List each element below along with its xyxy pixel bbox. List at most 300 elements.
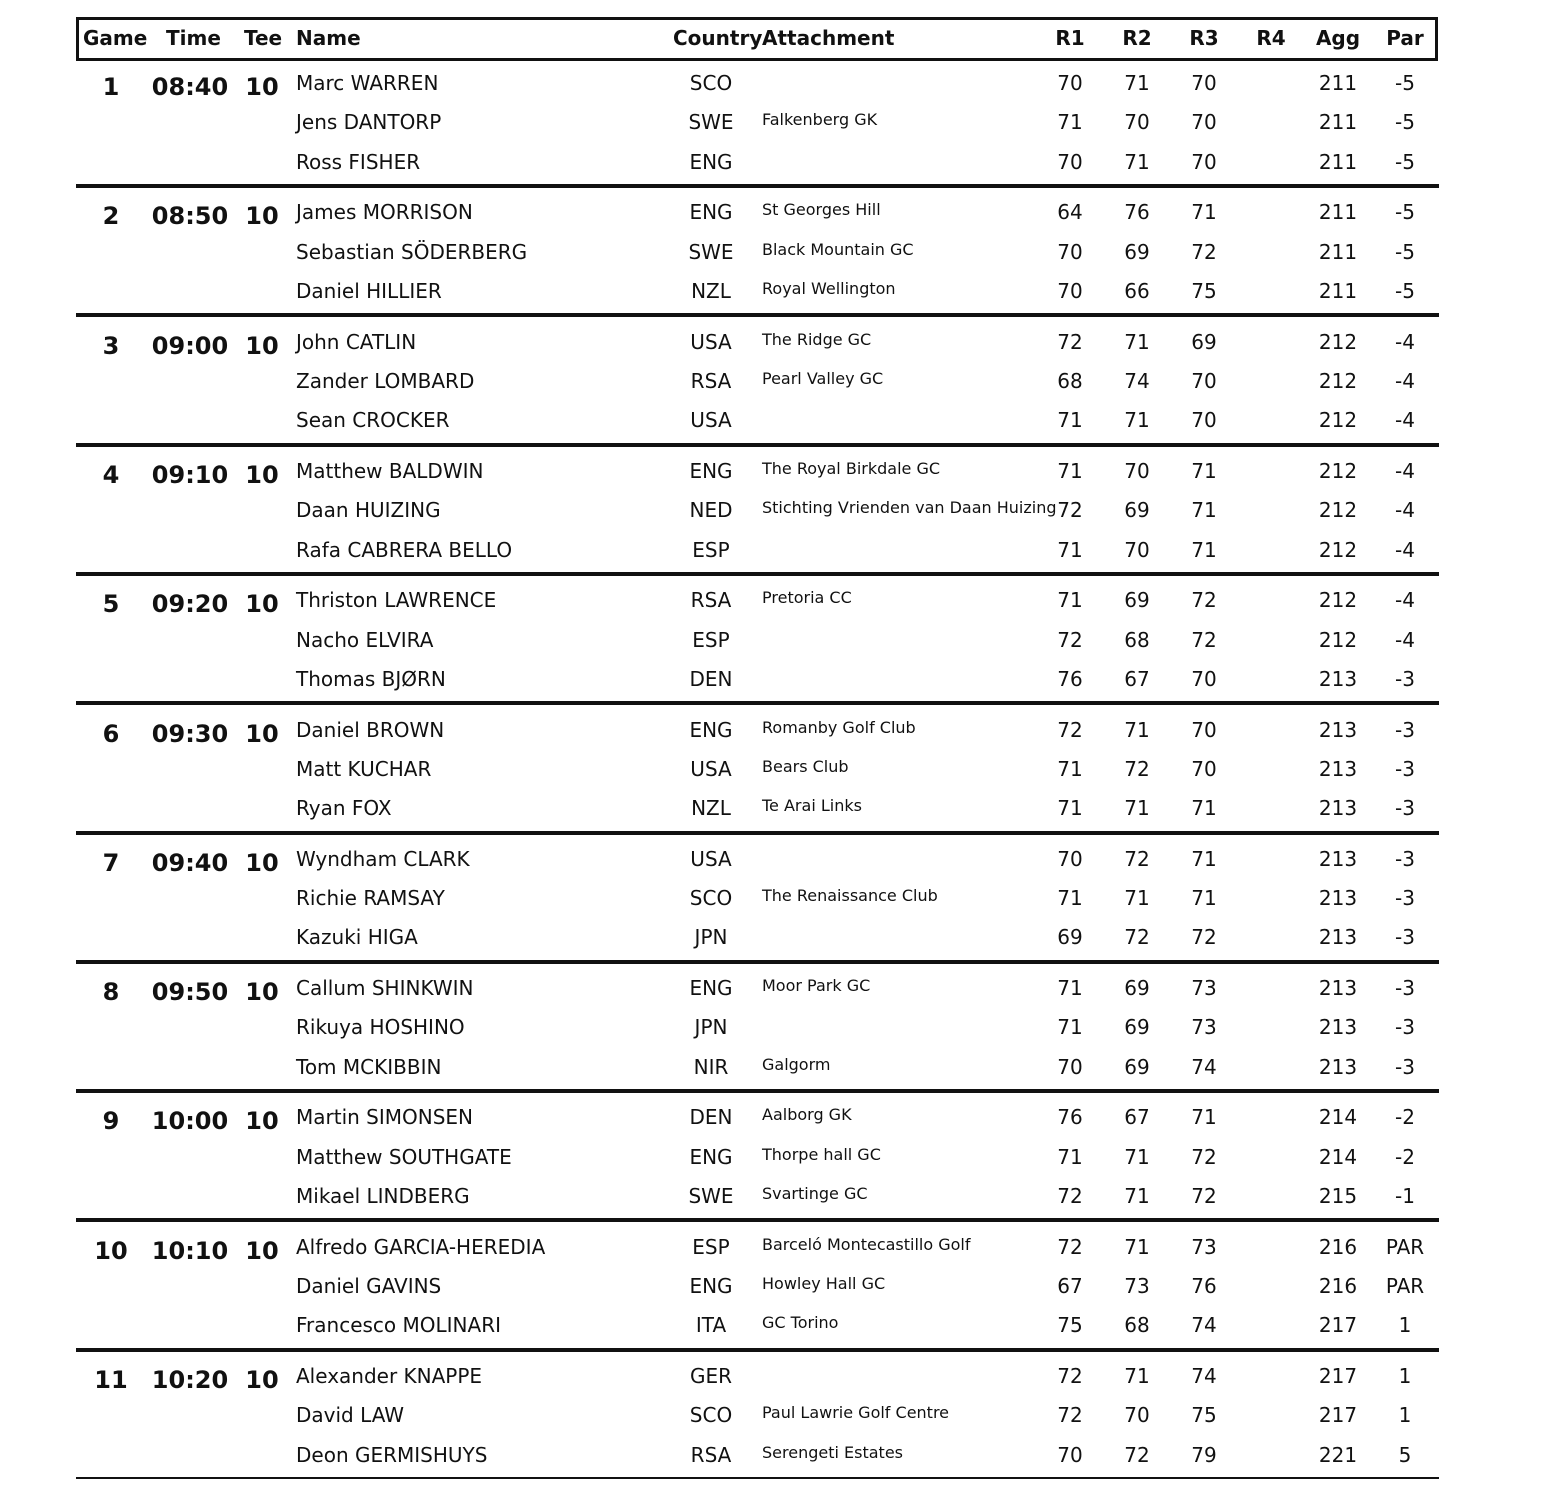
player-name: John CATLIN [296, 329, 417, 354]
player-country: USA [690, 408, 732, 433]
game-number: 7 [102, 848, 120, 877]
player-name: Matthew BALDWIN [296, 458, 484, 483]
score-r2: 70 [1124, 1403, 1150, 1428]
score-to-par: 1 [1398, 1364, 1412, 1388]
player-attachment: Serengeti Estates [762, 1442, 903, 1462]
score-r3: 70 [1191, 408, 1217, 433]
score-aggregate: 213 [1318, 976, 1358, 1001]
player-name: Alexander KNAPPE [296, 1364, 483, 1388]
player-country: ESP [692, 537, 730, 562]
score-to-par: 1 [1398, 1313, 1412, 1338]
tee-time: 08:40 [151, 73, 229, 101]
group-separator [76, 1348, 1439, 1352]
score-r3: 73 [1191, 976, 1217, 1001]
score-r1: 70 [1057, 149, 1083, 174]
player-country: RSA [690, 368, 732, 393]
player-country: RSA [690, 588, 732, 613]
score-aggregate: 212 [1318, 408, 1358, 433]
player-attachment: The Ridge GC [762, 329, 872, 349]
score-r2: 71 [1124, 717, 1150, 742]
score-r2: 67 [1124, 666, 1150, 691]
score-r3: 72 [1191, 1184, 1217, 1208]
score-to-par: -3 [1395, 886, 1415, 911]
score-r1: 70 [1057, 239, 1083, 264]
header-country: Country [673, 26, 763, 50]
tee-time: 09:10 [151, 460, 229, 489]
header-name: Name [296, 26, 361, 50]
score-r2: 67 [1124, 1105, 1150, 1130]
player-country: RSA [690, 1442, 732, 1467]
score-r1: 72 [1057, 1184, 1083, 1208]
score-aggregate: 211 [1318, 278, 1358, 303]
game-number: 11 [94, 1366, 128, 1394]
score-r2: 71 [1124, 71, 1150, 95]
score-to-par: PAR [1385, 1234, 1425, 1259]
player-country: NZL [691, 796, 731, 821]
score-r2: 72 [1124, 846, 1150, 871]
player-attachment: Stichting Vrienden van Daan Huizing [762, 498, 1057, 518]
score-to-par: -4 [1395, 368, 1415, 393]
score-aggregate: 212 [1318, 498, 1358, 523]
score-r3: 72 [1191, 588, 1217, 613]
score-to-par: -1 [1395, 1184, 1415, 1208]
score-aggregate: 213 [1318, 756, 1358, 781]
score-r1: 76 [1057, 666, 1083, 691]
score-aggregate: 212 [1318, 588, 1358, 613]
score-aggregate: 214 [1318, 1144, 1358, 1169]
player-attachment: Romanby Golf Club [762, 717, 916, 737]
score-r3: 75 [1191, 278, 1217, 303]
player-name: Wyndham CLARK [296, 846, 470, 871]
group-separator [76, 960, 1439, 964]
score-r1: 71 [1057, 886, 1083, 911]
player-name: Sean CROCKER [296, 408, 450, 433]
score-r2: 68 [1124, 1313, 1150, 1338]
score-r1: 72 [1057, 1234, 1083, 1259]
score-to-par: -4 [1395, 588, 1415, 613]
player-country: ENG [689, 458, 733, 483]
score-to-par: -3 [1395, 666, 1415, 691]
player-name: Sebastian SÖDERBERG [296, 239, 528, 264]
tee-number: 10 [245, 331, 279, 360]
tee-number: 10 [245, 1236, 279, 1265]
score-aggregate: 221 [1318, 1442, 1358, 1467]
score-r2: 72 [1124, 1442, 1150, 1467]
player-attachment: Aalborg GK [762, 1105, 852, 1125]
score-r1: 71 [1057, 756, 1083, 781]
player-name: Francesco MOLINARI [296, 1313, 501, 1338]
player-name: Tom MCKIBBIN [296, 1054, 442, 1079]
score-r3: 71 [1191, 200, 1217, 225]
score-r2: 69 [1124, 976, 1150, 1001]
group-separator [76, 184, 1439, 188]
score-r1: 71 [1057, 458, 1083, 483]
player-attachment: Howley Hall GC [762, 1274, 886, 1293]
score-aggregate: 213 [1318, 1054, 1358, 1079]
score-r3: 72 [1191, 925, 1217, 950]
player-country: USA [690, 846, 732, 871]
game-number: 4 [102, 460, 120, 489]
player-country: USA [690, 756, 732, 781]
score-aggregate: 215 [1318, 1184, 1358, 1208]
group-separator [76, 1218, 1439, 1222]
score-aggregate: 211 [1318, 110, 1358, 135]
score-r3: 76 [1191, 1274, 1217, 1298]
player-country: ENG [689, 1144, 733, 1169]
player-country: ITA [695, 1313, 727, 1338]
score-r1: 72 [1057, 1403, 1083, 1428]
score-r2: 71 [1124, 886, 1150, 911]
score-r1: 76 [1057, 1105, 1083, 1130]
header-par: Par [1386, 26, 1424, 50]
score-r3: 74 [1191, 1313, 1217, 1338]
player-country: NED [689, 498, 733, 523]
game-number: 9 [102, 1107, 120, 1136]
player-country: SCO [689, 1403, 733, 1428]
score-r3: 74 [1191, 1364, 1217, 1388]
player-attachment: Thorpe hall GC [762, 1144, 881, 1164]
tee-number: 10 [245, 460, 279, 489]
player-attachment: Galgorm [762, 1054, 831, 1074]
score-r1: 69 [1057, 925, 1083, 950]
game-number: 8 [102, 978, 120, 1007]
score-r2: 71 [1124, 1234, 1150, 1259]
player-country: ENG [689, 1274, 733, 1298]
player-country: ENG [689, 200, 733, 225]
tee-time: 10:20 [151, 1366, 229, 1394]
score-r1: 71 [1057, 408, 1083, 433]
score-r2: 69 [1124, 498, 1150, 523]
header-time: Time [166, 26, 221, 50]
score-r2: 71 [1124, 149, 1150, 174]
score-r3: 74 [1191, 1054, 1217, 1079]
game-number: 1 [102, 73, 120, 101]
score-r1: 71 [1057, 1015, 1083, 1040]
player-attachment: Pearl Valley GC [762, 368, 884, 388]
score-r3: 70 [1191, 666, 1217, 691]
score-aggregate: 214 [1318, 1105, 1358, 1130]
score-r2: 71 [1124, 796, 1150, 821]
player-attachment: Falkenberg GK [762, 110, 878, 130]
player-attachment: St Georges Hill [762, 200, 881, 220]
score-to-par: -4 [1395, 329, 1415, 354]
score-aggregate: 211 [1318, 149, 1358, 174]
score-aggregate: 213 [1318, 717, 1358, 742]
tee-number: 10 [245, 978, 279, 1007]
player-name: Richie RAMSAY [296, 886, 445, 911]
tee-time: 10:10 [151, 1236, 229, 1265]
score-r2: 70 [1124, 537, 1150, 562]
score-aggregate: 217 [1318, 1313, 1358, 1338]
score-r1: 71 [1057, 1144, 1083, 1169]
score-to-par: -3 [1395, 717, 1415, 742]
score-aggregate: 211 [1318, 71, 1358, 95]
player-name: Ryan FOX [296, 796, 392, 821]
score-to-par: -2 [1395, 1105, 1415, 1130]
player-name: Matt KUCHAR [296, 756, 432, 781]
score-to-par: -4 [1395, 458, 1415, 483]
player-country: NZL [691, 278, 731, 303]
score-r3: 71 [1191, 796, 1217, 821]
header-r3: R3 [1189, 26, 1219, 50]
score-r2: 69 [1124, 1015, 1150, 1040]
game-number: 10 [94, 1236, 128, 1265]
score-to-par: 5 [1398, 1442, 1412, 1467]
score-to-par: -4 [1395, 627, 1415, 652]
player-attachment: Svartinge GC [762, 1184, 868, 1203]
tee-time: 09:50 [151, 978, 229, 1007]
score-r2: 71 [1124, 1184, 1150, 1208]
tee-number: 10 [245, 1366, 279, 1394]
player-name: Matthew SOUTHGATE [296, 1144, 512, 1169]
tee-number: 10 [245, 73, 279, 101]
player-country: JPN [694, 1015, 728, 1040]
group-separator [76, 443, 1439, 447]
header-agg: Agg [1315, 26, 1361, 50]
score-r1: 72 [1057, 627, 1083, 652]
score-r3: 71 [1191, 458, 1217, 483]
score-r1: 71 [1057, 976, 1083, 1001]
group-separator [76, 572, 1439, 576]
player-country: GER [689, 1364, 733, 1388]
player-name: Kazuki HIGA [296, 925, 418, 950]
player-name: Mikael LINDBERG [296, 1184, 470, 1208]
tee-time: 09:20 [151, 590, 229, 619]
score-to-par: -3 [1395, 846, 1415, 871]
score-r2: 76 [1124, 200, 1150, 225]
tee-number: 10 [245, 1107, 279, 1136]
player-attachment: Te Arai Links [762, 796, 862, 816]
score-to-par: -3 [1395, 756, 1415, 781]
score-to-par: -5 [1395, 200, 1415, 225]
score-r1: 72 [1057, 717, 1083, 742]
score-r3: 70 [1191, 368, 1217, 393]
player-country: ENG [689, 717, 733, 742]
player-country: DEN [689, 666, 733, 691]
header-r2: R2 [1122, 26, 1152, 50]
player-attachment: The Royal Birkdale GC [762, 458, 941, 478]
player-name: Daan HUIZING [296, 498, 441, 523]
player-country: USA [690, 329, 732, 354]
score-to-par: -3 [1395, 796, 1415, 821]
score-to-par: -5 [1395, 71, 1415, 95]
score-aggregate: 212 [1318, 329, 1358, 354]
score-r2: 69 [1124, 1054, 1150, 1079]
score-r2: 66 [1124, 278, 1150, 303]
score-to-par: -4 [1395, 537, 1415, 562]
player-name: James MORRISON [296, 200, 473, 225]
score-r1: 72 [1057, 498, 1083, 523]
player-attachment: Royal Wellington [762, 278, 896, 298]
player-name: Daniel BROWN [296, 717, 445, 742]
score-r2: 69 [1124, 588, 1150, 613]
score-r1: 70 [1057, 278, 1083, 303]
score-aggregate: 213 [1318, 1015, 1358, 1040]
score-r3: 71 [1191, 886, 1217, 911]
player-name: Jens DANTORP [296, 110, 442, 135]
tee-number: 10 [245, 848, 279, 877]
score-r3: 71 [1191, 537, 1217, 562]
score-r1: 72 [1057, 329, 1083, 354]
player-name: Ross FISHER [296, 149, 421, 174]
header-r1: R1 [1055, 26, 1085, 50]
player-name: Zander LOMBARD [296, 368, 475, 393]
score-r3: 70 [1191, 149, 1217, 174]
score-r1: 70 [1057, 1054, 1083, 1079]
score-r1: 64 [1057, 200, 1083, 225]
player-country: ENG [689, 976, 733, 1001]
score-to-par: -4 [1395, 408, 1415, 433]
player-country: SWE [688, 239, 734, 264]
score-aggregate: 212 [1318, 627, 1358, 652]
header-r4: R4 [1256, 26, 1286, 50]
game-number: 5 [102, 590, 120, 619]
score-r1: 70 [1057, 1442, 1083, 1467]
score-r2: 71 [1124, 1364, 1150, 1388]
player-country: SWE [688, 1184, 734, 1208]
score-to-par: -5 [1395, 149, 1415, 174]
score-r2: 70 [1124, 458, 1150, 483]
player-country: SCO [689, 886, 733, 911]
tee-time: 09:00 [151, 331, 229, 360]
score-to-par: -3 [1395, 976, 1415, 1001]
tee-time: 09:30 [151, 719, 229, 748]
player-attachment: Paul Lawrie Golf Centre [762, 1403, 950, 1423]
score-r2: 71 [1124, 329, 1150, 354]
score-r3: 75 [1191, 1403, 1217, 1428]
score-r2: 71 [1124, 408, 1150, 433]
score-to-par: -3 [1395, 1015, 1415, 1040]
player-country: ENG [689, 149, 733, 174]
score-r1: 70 [1057, 71, 1083, 95]
player-country: JPN [694, 925, 728, 950]
score-r2: 69 [1124, 239, 1150, 264]
score-r3: 70 [1191, 71, 1217, 95]
player-name: Rafa CABRERA BELLO [296, 537, 513, 562]
score-r3: 79 [1191, 1442, 1217, 1467]
score-to-par: -2 [1395, 1144, 1415, 1169]
player-attachment: Bears Club [762, 756, 849, 776]
player-country: NIR [693, 1054, 729, 1079]
score-r3: 70 [1191, 110, 1217, 135]
score-r1: 71 [1057, 588, 1083, 613]
tee-time: 09:40 [151, 848, 229, 877]
score-r3: 72 [1191, 239, 1217, 264]
score-r2: 70 [1124, 110, 1150, 135]
score-aggregate: 212 [1318, 368, 1358, 393]
tee-time: 08:50 [151, 202, 229, 231]
tee-time: 10:00 [151, 1107, 229, 1136]
score-r1: 71 [1057, 796, 1083, 821]
player-attachment: Pretoria CC [762, 588, 852, 608]
score-aggregate: 211 [1318, 200, 1358, 225]
score-to-par: PAR [1385, 1274, 1425, 1298]
score-r2: 73 [1124, 1274, 1150, 1298]
group-separator [76, 313, 1439, 317]
player-attachment: GC Torino [762, 1313, 839, 1333]
score-aggregate: 212 [1318, 537, 1358, 562]
header-attachment: Attachment [762, 26, 895, 50]
player-country: ESP [692, 627, 730, 652]
score-r1: 70 [1057, 846, 1083, 871]
player-name: Deon GERMISHUYS [296, 1442, 488, 1467]
player-name: Thriston LAWRENCE [296, 588, 497, 613]
score-r3: 71 [1191, 1105, 1217, 1130]
group-separator [76, 831, 1439, 835]
score-r2: 68 [1124, 627, 1150, 652]
player-name: Thomas BJØRN [296, 666, 446, 691]
score-aggregate: 217 [1318, 1364, 1358, 1388]
header-game: Game [83, 26, 148, 50]
player-name: David LAW [296, 1403, 405, 1428]
score-r1: 68 [1057, 368, 1083, 393]
score-r3: 71 [1191, 498, 1217, 523]
score-r1: 72 [1057, 1364, 1083, 1388]
score-to-par: -5 [1395, 278, 1415, 303]
player-name: Martin SIMONSEN [296, 1105, 474, 1130]
player-name: Rikuya HOSHINO [296, 1015, 465, 1040]
score-to-par: -5 [1395, 239, 1415, 264]
score-to-par: -4 [1395, 498, 1415, 523]
player-country: SCO [689, 71, 733, 95]
score-to-par: -3 [1395, 1054, 1415, 1079]
player-attachment: The Renaissance Club [762, 886, 938, 906]
player-name: Callum SHINKWIN [296, 976, 474, 1001]
game-number: 6 [102, 719, 120, 748]
score-r3: 73 [1191, 1234, 1217, 1259]
group-separator [76, 1089, 1439, 1093]
score-r1: 71 [1057, 110, 1083, 135]
player-country: SWE [688, 110, 734, 135]
score-aggregate: 213 [1318, 846, 1358, 871]
score-aggregate: 213 [1318, 796, 1358, 821]
score-r3: 72 [1191, 1144, 1217, 1169]
score-r2: 71 [1124, 1144, 1150, 1169]
player-name: Daniel HILLIER [296, 278, 442, 303]
score-aggregate: 211 [1318, 239, 1358, 264]
score-aggregate: 212 [1318, 458, 1358, 483]
score-aggregate: 217 [1318, 1403, 1358, 1428]
score-r1: 71 [1057, 537, 1083, 562]
game-number: 3 [102, 331, 120, 360]
score-to-par: -5 [1395, 110, 1415, 135]
score-aggregate: 213 [1318, 666, 1358, 691]
score-to-par: 1 [1398, 1403, 1412, 1428]
player-attachment: Moor Park GC [762, 976, 871, 996]
group-separator [76, 701, 1439, 705]
tee-number: 10 [245, 590, 279, 619]
player-name: Alfredo GARCIA-HEREDIA [296, 1234, 546, 1259]
tee-number: 10 [245, 202, 279, 231]
player-attachment: Black Mountain GC [762, 239, 914, 259]
score-r3: 69 [1191, 329, 1217, 354]
player-country: DEN [689, 1105, 733, 1130]
tee-number: 10 [245, 719, 279, 748]
score-r3: 71 [1191, 846, 1217, 871]
player-name: Daniel GAVINS [296, 1274, 442, 1298]
player-attachment: Barceló Montecastillo Golf [762, 1234, 971, 1254]
header-tee: Tee [244, 26, 283, 50]
score-r2: 72 [1124, 925, 1150, 950]
score-aggregate: 213 [1318, 886, 1358, 911]
game-number: 2 [102, 202, 120, 231]
score-r2: 72 [1124, 756, 1150, 781]
score-aggregate: 213 [1318, 925, 1358, 950]
player-country: ESP [692, 1234, 730, 1259]
score-to-par: -3 [1395, 925, 1415, 950]
player-name: Marc WARREN [296, 71, 439, 95]
score-r3: 70 [1191, 756, 1217, 781]
